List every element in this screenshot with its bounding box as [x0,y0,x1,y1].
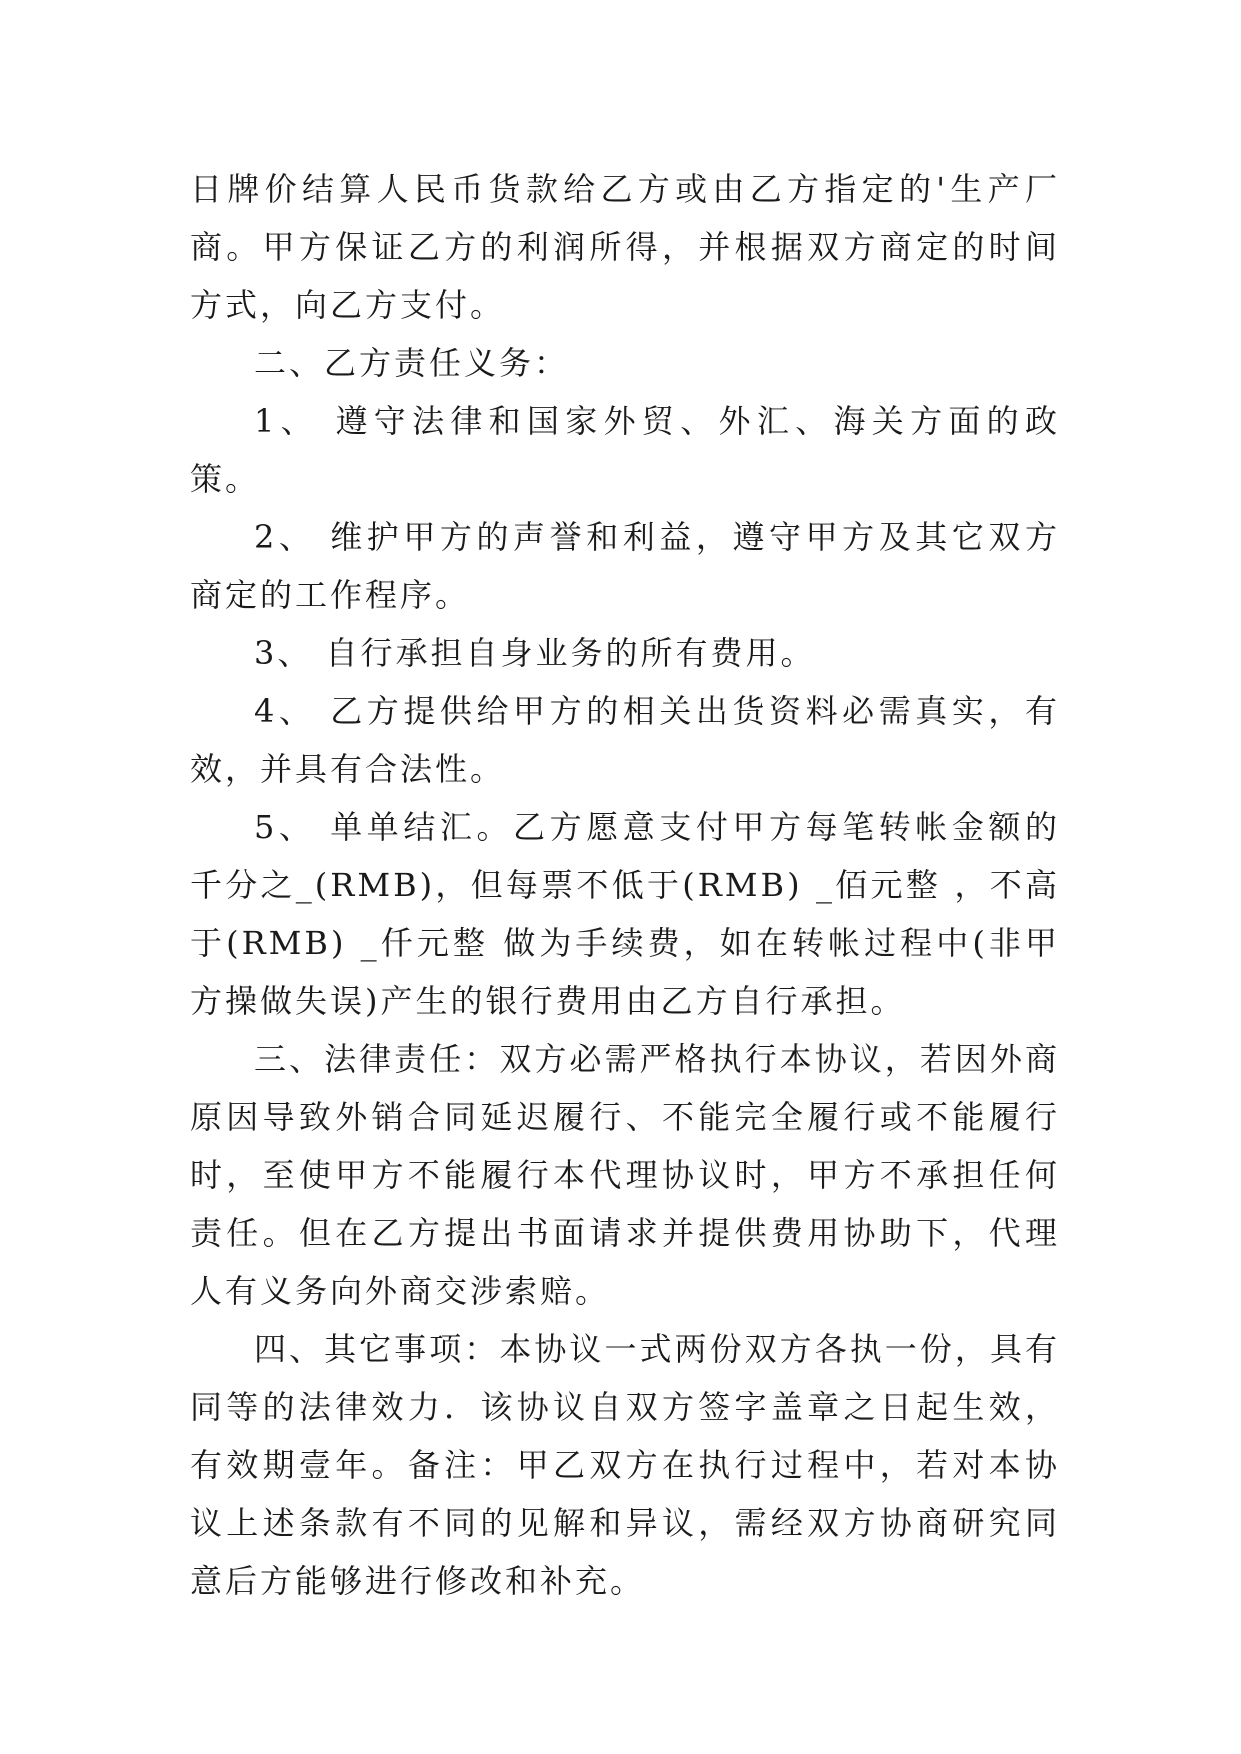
paragraph-settlement: 日牌价结算人民币货款给乙方或由乙方指定的'生产厂商。甲方保证乙方的利润所得，并根据双方商定的时间方式，向乙方支付。 [190,170,1060,324]
section-legal-liability: 三、法律责任：双方必需严格执行本协议，若因外商原因导致外销合同延迟履行、不能完全履行或不能履行时，至使甲方不能履行本代理协议时，甲方不承担任何责任。但在乙方提出书面请求并提供费用协助下，代理人有义务向外商交涉索赔。 [190,1040,1060,1310]
clause-2: 2、 维护甲方的声誉和利益，遵守甲方及其它双方商定的工作程序。 [190,518,1060,614]
clause-1: 1、 遵守法律和国家外贸、外汇、海关方面的政策。 [190,402,1060,498]
clause-4: 4、 乙方提供给甲方的相关出货资料必需真实，有效，并具有合法性。 [190,692,1060,788]
clause-5: 5、 单单结汇。乙方愿意支付甲方每笔转帐金额的 千分之_(RMB)，但每票不低于(RMB) _佰元整 ，不高于(RMB) _仟元整 做为手续费，如在转帐过程中(非甲方操做失误)产生的银行费用由乙方自行承担。 [190,808,1060,1020]
heading-party-b-obligations: 二、乙方责任义务： [254,344,570,382]
section-other-matters: 四、其它事项：本协议一式两份双方各执一份，具有同等的法律效力．该协议自双方签字盖章之日起生效，有效期壹年。备注：甲乙双方在执行过程中，若对本协议上述条款有不同的见解和异议，需经双方协商研究同意后方能够进行修改和补充。 [190,1330,1060,1600]
document-body [190,160,1060,1610]
clause-3: 3、 自行承担自身业务的所有费用。 [254,634,816,672]
